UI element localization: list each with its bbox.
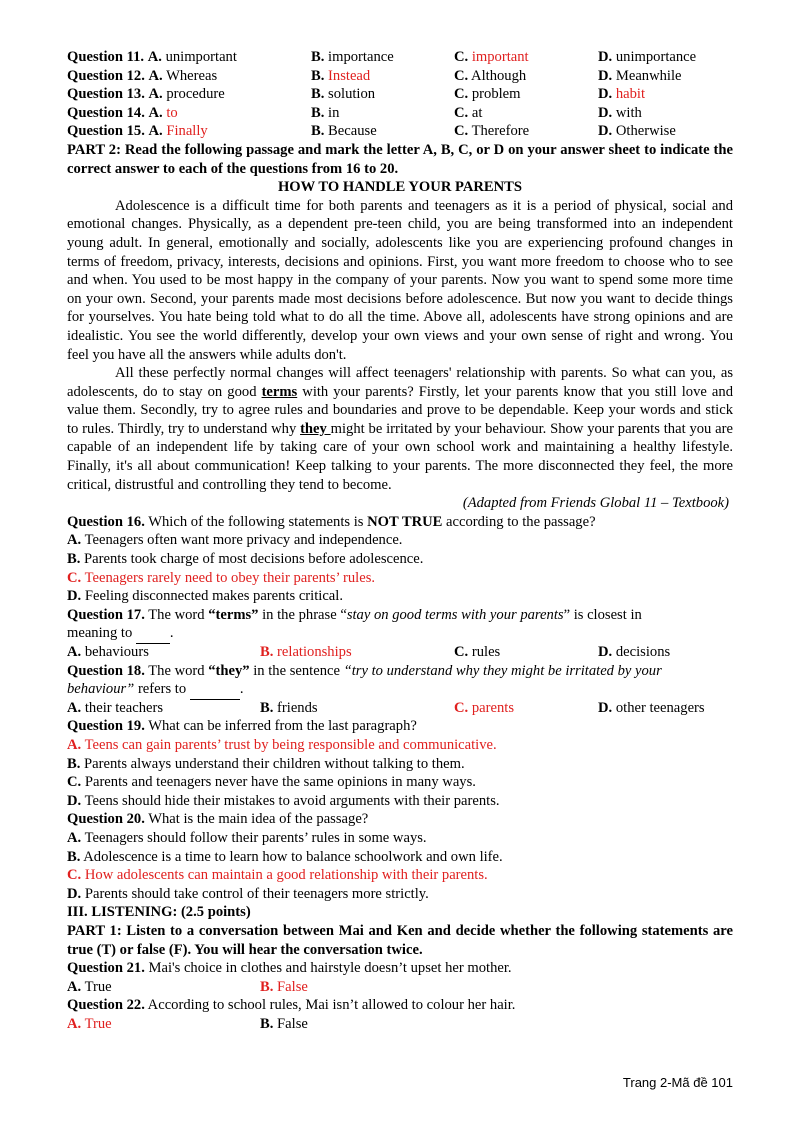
question-20: Question 20. What is the main idea of the passage? xyxy=(67,811,369,828)
correct-answer: to xyxy=(166,104,178,121)
correct-answer: habit xyxy=(615,86,646,103)
underlined-word-terms: terms xyxy=(261,383,298,400)
question-number: Question 11. xyxy=(67,49,145,65)
question-21-options: A. True B. False xyxy=(67,978,308,995)
question-12: Question 12. A. Whereas B. Instead C. Although D. Meanwhile xyxy=(67,67,682,84)
correct-option-c: C. How adolescents can maintain a good relationship with their parents. xyxy=(67,867,488,884)
part2-heading: PART 2: Read the following passage and mark the letter A, B, C, or D on your answer sheet to indicate the correct answer to each of the questions from 16 to 20. xyxy=(67,141,733,177)
question-18-options: A. their teachers B. friends C. parents D. other teenagers xyxy=(67,699,705,716)
question-16: Question 16. Which of the following statements is NOT TRUE according to the passage? xyxy=(67,513,596,530)
passage-source: (Adapted from Friends Global 11 – Textbook) xyxy=(462,495,729,512)
underlined-word-they: they xyxy=(300,420,331,437)
question-17-options: A. behaviours B. relationships C. rules D. decisions xyxy=(67,644,671,660)
passage-paragraph-1: Adolescence is a difficult time for both parents and teenagers as it is a period of physical, social and emotional changes. Physically, as a dependent pre-teen child, you are being transformed into an independent young adult. In general, emotionally and socially, adolescents like you are experiencing profound changes in terms of freedom, privacy, interests, decisions and opinions. First, you want more freedom to choose who to see and when. You used to be most happy in the company of your parents. Now you want to spend some more time on your own. Second, your parents made most decisions before adolescence. But now you want to decide things for yourselves. You hate being told what to do all the time. Above all, adolescents have strong opinions and are idealistic. You see the world differently, develop your own views and your own sense of right and wrong. You feel you have all the answers while adults don't. xyxy=(67,197,733,363)
option-b: B. Parents always understand their children without talking to them. xyxy=(67,755,465,772)
page-footer: Trang 2-Mã đề 101 xyxy=(622,1075,733,1090)
correct-option-c: C. Teenagers rarely need to obey their parents’ rules. xyxy=(67,569,376,586)
correct-answer: Finally xyxy=(166,123,208,140)
option-d: D. Parents should take control of their teenagers more strictly. xyxy=(67,885,429,902)
answer-blank xyxy=(136,624,170,644)
question-19: Question 19. What can be inferred from the last paragraph? xyxy=(67,718,417,735)
question-15: Question 15. A. Finally B. Because C. Therefore D. Otherwise xyxy=(67,123,676,140)
question-22: Question 22. According to school rules, Mai isn’t allowed to colour her hair. xyxy=(67,997,516,1014)
question-18-stem-line2: behaviour” refers to . xyxy=(67,680,733,699)
correct-answer: important xyxy=(471,49,529,65)
passage-title: HOW TO HANDLE YOUR PARENTS xyxy=(277,179,523,196)
option-d: D. Teens should hide their mistakes to avoid arguments with their parents. xyxy=(67,792,500,809)
option-b: B. Parents took charge of most decisions before adolescence. xyxy=(67,551,424,568)
question-21: Question 21. Mai's choice in clothes and hairstyle doesn’t upset her mother. xyxy=(67,960,512,977)
question-22-options: A. True B. False xyxy=(67,1015,308,1032)
exam-page xyxy=(67,48,733,1033)
correct-answer: True xyxy=(84,1015,112,1032)
question-17: Question 17. The word “terms” in the phrase “stay on good terms with your parents” is closest in xyxy=(67,606,642,623)
correct-option-a: A. Teens can gain parents’ trust by being responsible and communicative. xyxy=(67,736,497,753)
option-c: C. Parents and teenagers never have the same opinions in many ways. xyxy=(67,774,476,791)
answer-blank xyxy=(190,680,240,700)
correct-answer: False xyxy=(277,978,308,995)
question-14: Question 14. A. to B. in C. at D. with xyxy=(67,104,642,121)
correct-answer: relationships xyxy=(277,644,352,660)
correct-answer: parents xyxy=(471,699,515,716)
question-17-stem-line2: meaning to . xyxy=(67,624,733,643)
option-a: A. Teenagers should follow their parents’ rules in some ways. xyxy=(67,829,427,846)
question-18: Question 18. The word “they” in the sentence “try to understand why they might be irritated by your xyxy=(67,662,662,679)
option-b: B. Adolescence is a time to learn how to balance schoolwork and own life. xyxy=(67,848,503,865)
listening-heading: III. LISTENING: (2.5 points) xyxy=(67,904,251,921)
passage-paragraph-2: All these perfectly normal changes will affect teenagers' relationship with parents. So what can you, as adolescents, do to stay on good terms with your parents? Firstly, let your parents know that you still love and value them. Secondly, try to agree rules and boundaries and prove to be dependable. Keep your words and stick to rules. Thirdly, try to understand why they might be irritated by your behaviour. Show your parents that you are capable of an independent life by taking care of your own school work and maintaining a healthy lifestyle. Finally, it's all about communication! Keep talking to your parents. The more disconnected they feel, the more critical, distrustful and controlling they tend to become. xyxy=(67,365,733,493)
option-a: A. Teenagers often want more privacy and independence. xyxy=(67,532,403,549)
correct-answer: Instead xyxy=(328,67,371,84)
listening-part1-heading: PART 1: Listen to a conversation between Mai and Ken and decide whether the following statements are true (T) or false (F). You will hear the conversation twice. xyxy=(67,922,733,958)
option-d: D. Feeling disconnected makes parents critical. xyxy=(67,588,343,605)
question-13: Question 13. A. procedure B. solution C. problem D. habit xyxy=(67,86,646,103)
question-11: Question 11. A. unimportant B. importance C. important D. unimportance xyxy=(67,49,697,65)
